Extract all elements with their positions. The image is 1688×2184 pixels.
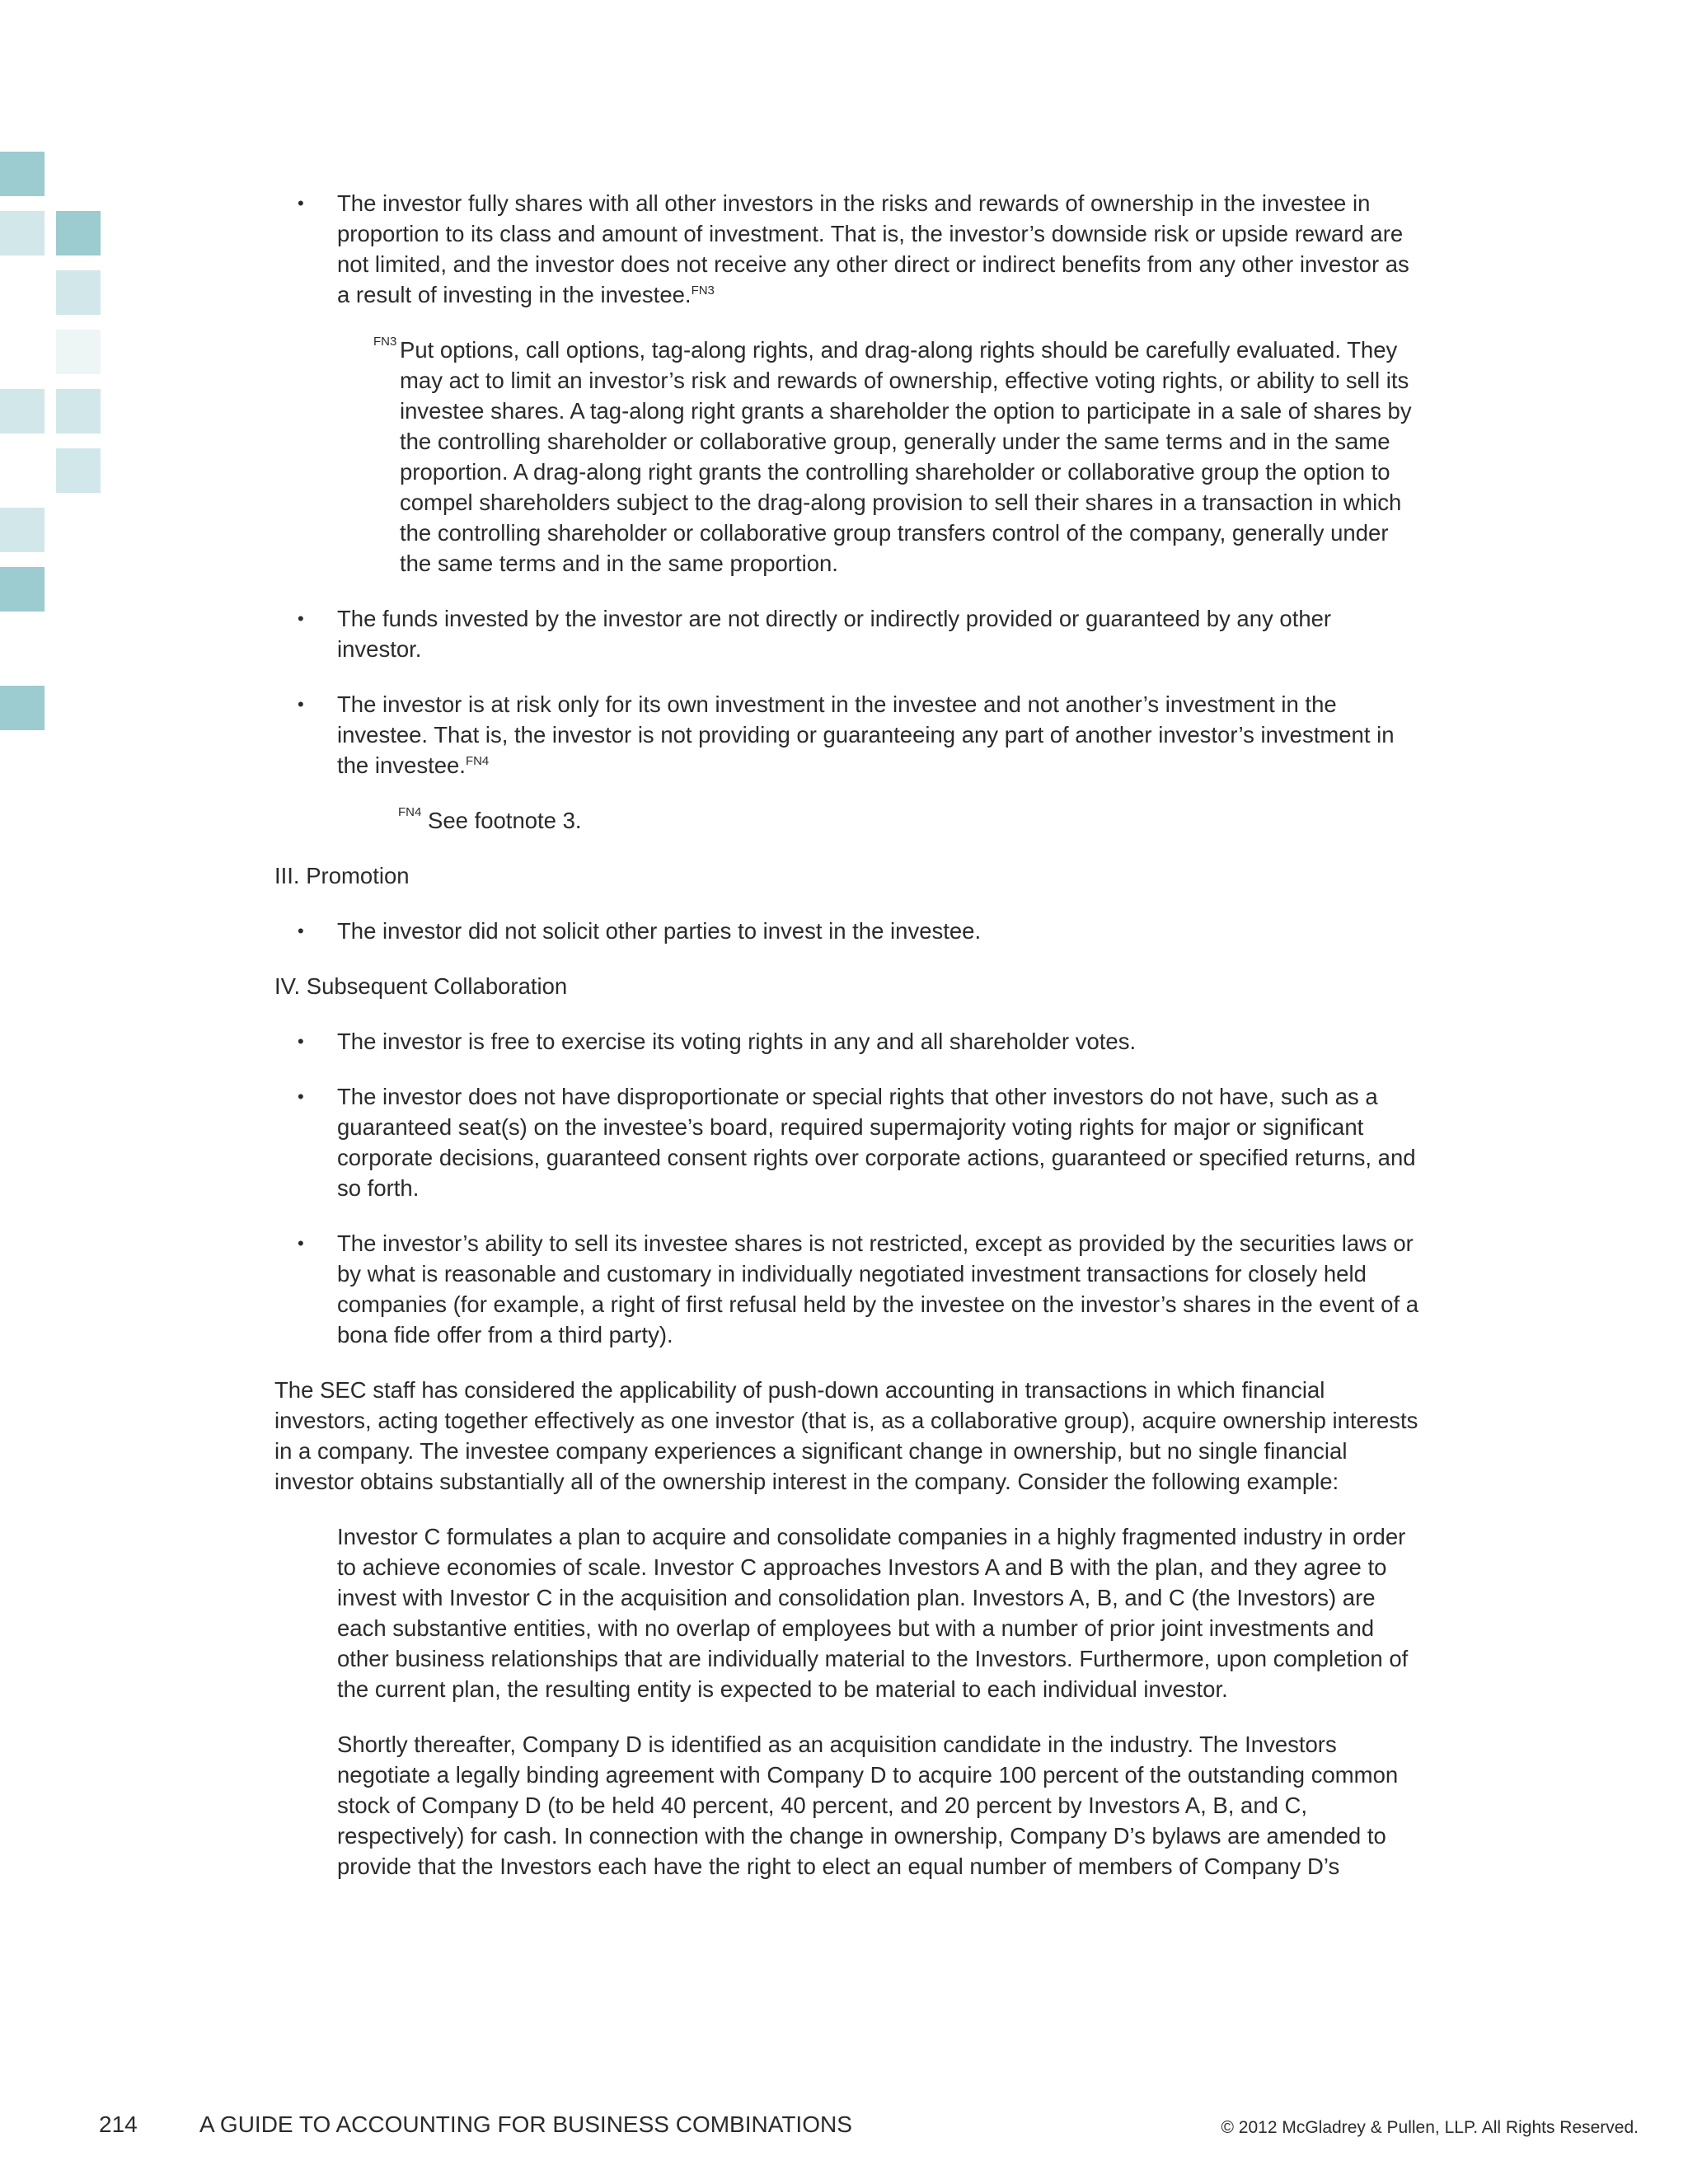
footnote-text: See footnote 3. — [428, 808, 582, 833]
footnote — [398, 805, 1420, 836]
footnote-reference: FN3 — [691, 284, 715, 298]
decorative-square — [0, 567, 45, 612]
decorative-square — [56, 389, 101, 434]
bullet-glyph: • — [298, 694, 304, 715]
footnote — [373, 335, 1420, 579]
bullet-item — [274, 1081, 1420, 1203]
decorative-square — [56, 270, 101, 315]
decorative-square — [0, 508, 45, 552]
book-title: A GUIDE TO ACCOUNTING FOR BUSINESS COMBINATIONS — [199, 2111, 852, 2137]
bullet-item — [274, 689, 1420, 780]
bullet-text: The investor does not have disproportionate or special rights that other investors do not have, such as a guaranteed seat(s) on the investee’s board, required supermajority voting rights for major or significant corporate decisions, guaranteed consent rights over corporate actions, guaranteed or specified returns, and so forth. — [337, 1084, 1416, 1201]
bullet-text: The investor fully shares with all other investors in the risks and rewards of ownership in the investee in proportion to its class and amount of investment. That is, the investor’s downside risk or upside reward are not limited, and the investor does not receive any other direct or indirect benefits from any other investor as a result of investing in the investee. — [337, 190, 1409, 307]
decorative-square — [0, 152, 45, 196]
decorative-square — [56, 330, 101, 374]
bullet-item — [274, 188, 1420, 310]
decorative-square — [56, 211, 101, 255]
bullet-glyph: • — [298, 1086, 304, 1107]
example-paragraph: Shortly thereafter, Company D is identified as an acquisition candidate in the industry. The Investors negotiate a legally binding agreement with Company D to acquire 100 percent of the outstanding common stock of Company D (to be held 40 percent, 40 percent, and 20 percent by Investors A, B, and C, respectively) for cash. In connection with the change in ownership, Company D’s bylaws are amended to provide that the Investors each have the right to elect an equal number of members of Company D’s — [337, 1732, 1399, 1879]
body-paragraph: The SEC staff has considered the applicability of push-down accounting in transactions in which financial investors, acting together effectively as one investor (that is, as a collaborative group), acquire ownership interests in a company. The investee company experiences a significant change in ownership, but no single financial investor obtains substantially all of the ownership interest in the company. Consider the following example: — [274, 1377, 1418, 1494]
bullet-glyph: • — [298, 1233, 304, 1254]
bullet-text: The investor is at risk only for its own investment in the investee and not another’s investment in the investee. That is, the investor is not providing or guaranteeing any part of another investor’s investment in the investee. — [337, 691, 1395, 778]
decorative-square — [56, 448, 101, 493]
section-heading: III. Promotion — [274, 863, 410, 888]
section-heading: IV. Subsequent Collaboration — [274, 973, 568, 999]
page-footer-left — [99, 2111, 852, 2138]
example-paragraph: Investor C formulates a plan to acquire and consolidate companies in a highly fragmented industry in order to achieve economies of scale. Investor C approaches Investors A and B with the plan, and they agree to invest with Investor C in the acquisition and consolidation plan. Investors A, B, and C (the Investors) are each substantive entities, with no overlap of employees but with a number of prior joint investments and other business relationships that are individually material to the Investors. Furthermore, upon completion of the current plan, the resulting entity is expected to be material to each individual investor. — [337, 1524, 1409, 1702]
bullet-text: The investor did not solicit other parties to invest in the investee. — [337, 918, 982, 944]
bullet-item — [274, 603, 1420, 664]
decorative-square — [0, 211, 45, 255]
bullet-text: The funds invested by the investor are not directly or indirectly provided or guaranteed by any other investor. — [337, 606, 1332, 662]
copyright-notice: © 2012 McGladrey & Pullen, LLP. All Rights Reserved. — [1221, 2118, 1639, 2137]
footnote-text: Put options, call options, tag-along rights, and drag-along rights should be carefully evaluated. They may act to limit an investor’s risk and rewards of ownership, effective voting rights, or ability to sell its investee shares. A tag-along right grants a shareholder the option to participate in a sale of shares by the controlling shareholder or collaborative group, generally under the same terms and in the same proportion. A drag-along right grants the controlling shareholder or collaborative group the option to compel shareholders subject to the drag-along provision to sell their shares in a transaction in which the controlling shareholder or collaborative group transfers control of the company, generally under the same terms and in the same proportion. — [400, 337, 1412, 576]
bullet-text: The investor’s ability to sell its investee shares is not restricted, except as provided by the securities laws or by what is reasonable and customary in individually negotiated investment transactions for closely held companies (for example, a right of first refusal held by the investee on the investor’s shares in the event of a bona fide offer from a third party). — [337, 1230, 1419, 1347]
footnote-marker: FN4 — [398, 805, 422, 819]
footnote-marker: FN3 — [373, 335, 397, 349]
bullet-glyph: • — [298, 608, 304, 629]
bullet-item — [274, 1228, 1420, 1350]
bullet-text: The investor is free to exercise its voting rights in any and all shareholder votes. — [337, 1029, 1137, 1054]
footnote-reference: FN4 — [465, 754, 490, 768]
bullet-glyph: • — [298, 921, 304, 941]
decorative-square — [0, 389, 45, 434]
bullet-glyph: • — [298, 1031, 304, 1052]
page-content — [274, 188, 1420, 1906]
decorative-square — [0, 686, 45, 730]
bullet-glyph: • — [298, 193, 304, 213]
bullet-item — [274, 916, 1420, 946]
page-number: 214 — [99, 2111, 138, 2137]
bullet-item — [274, 1026, 1420, 1057]
